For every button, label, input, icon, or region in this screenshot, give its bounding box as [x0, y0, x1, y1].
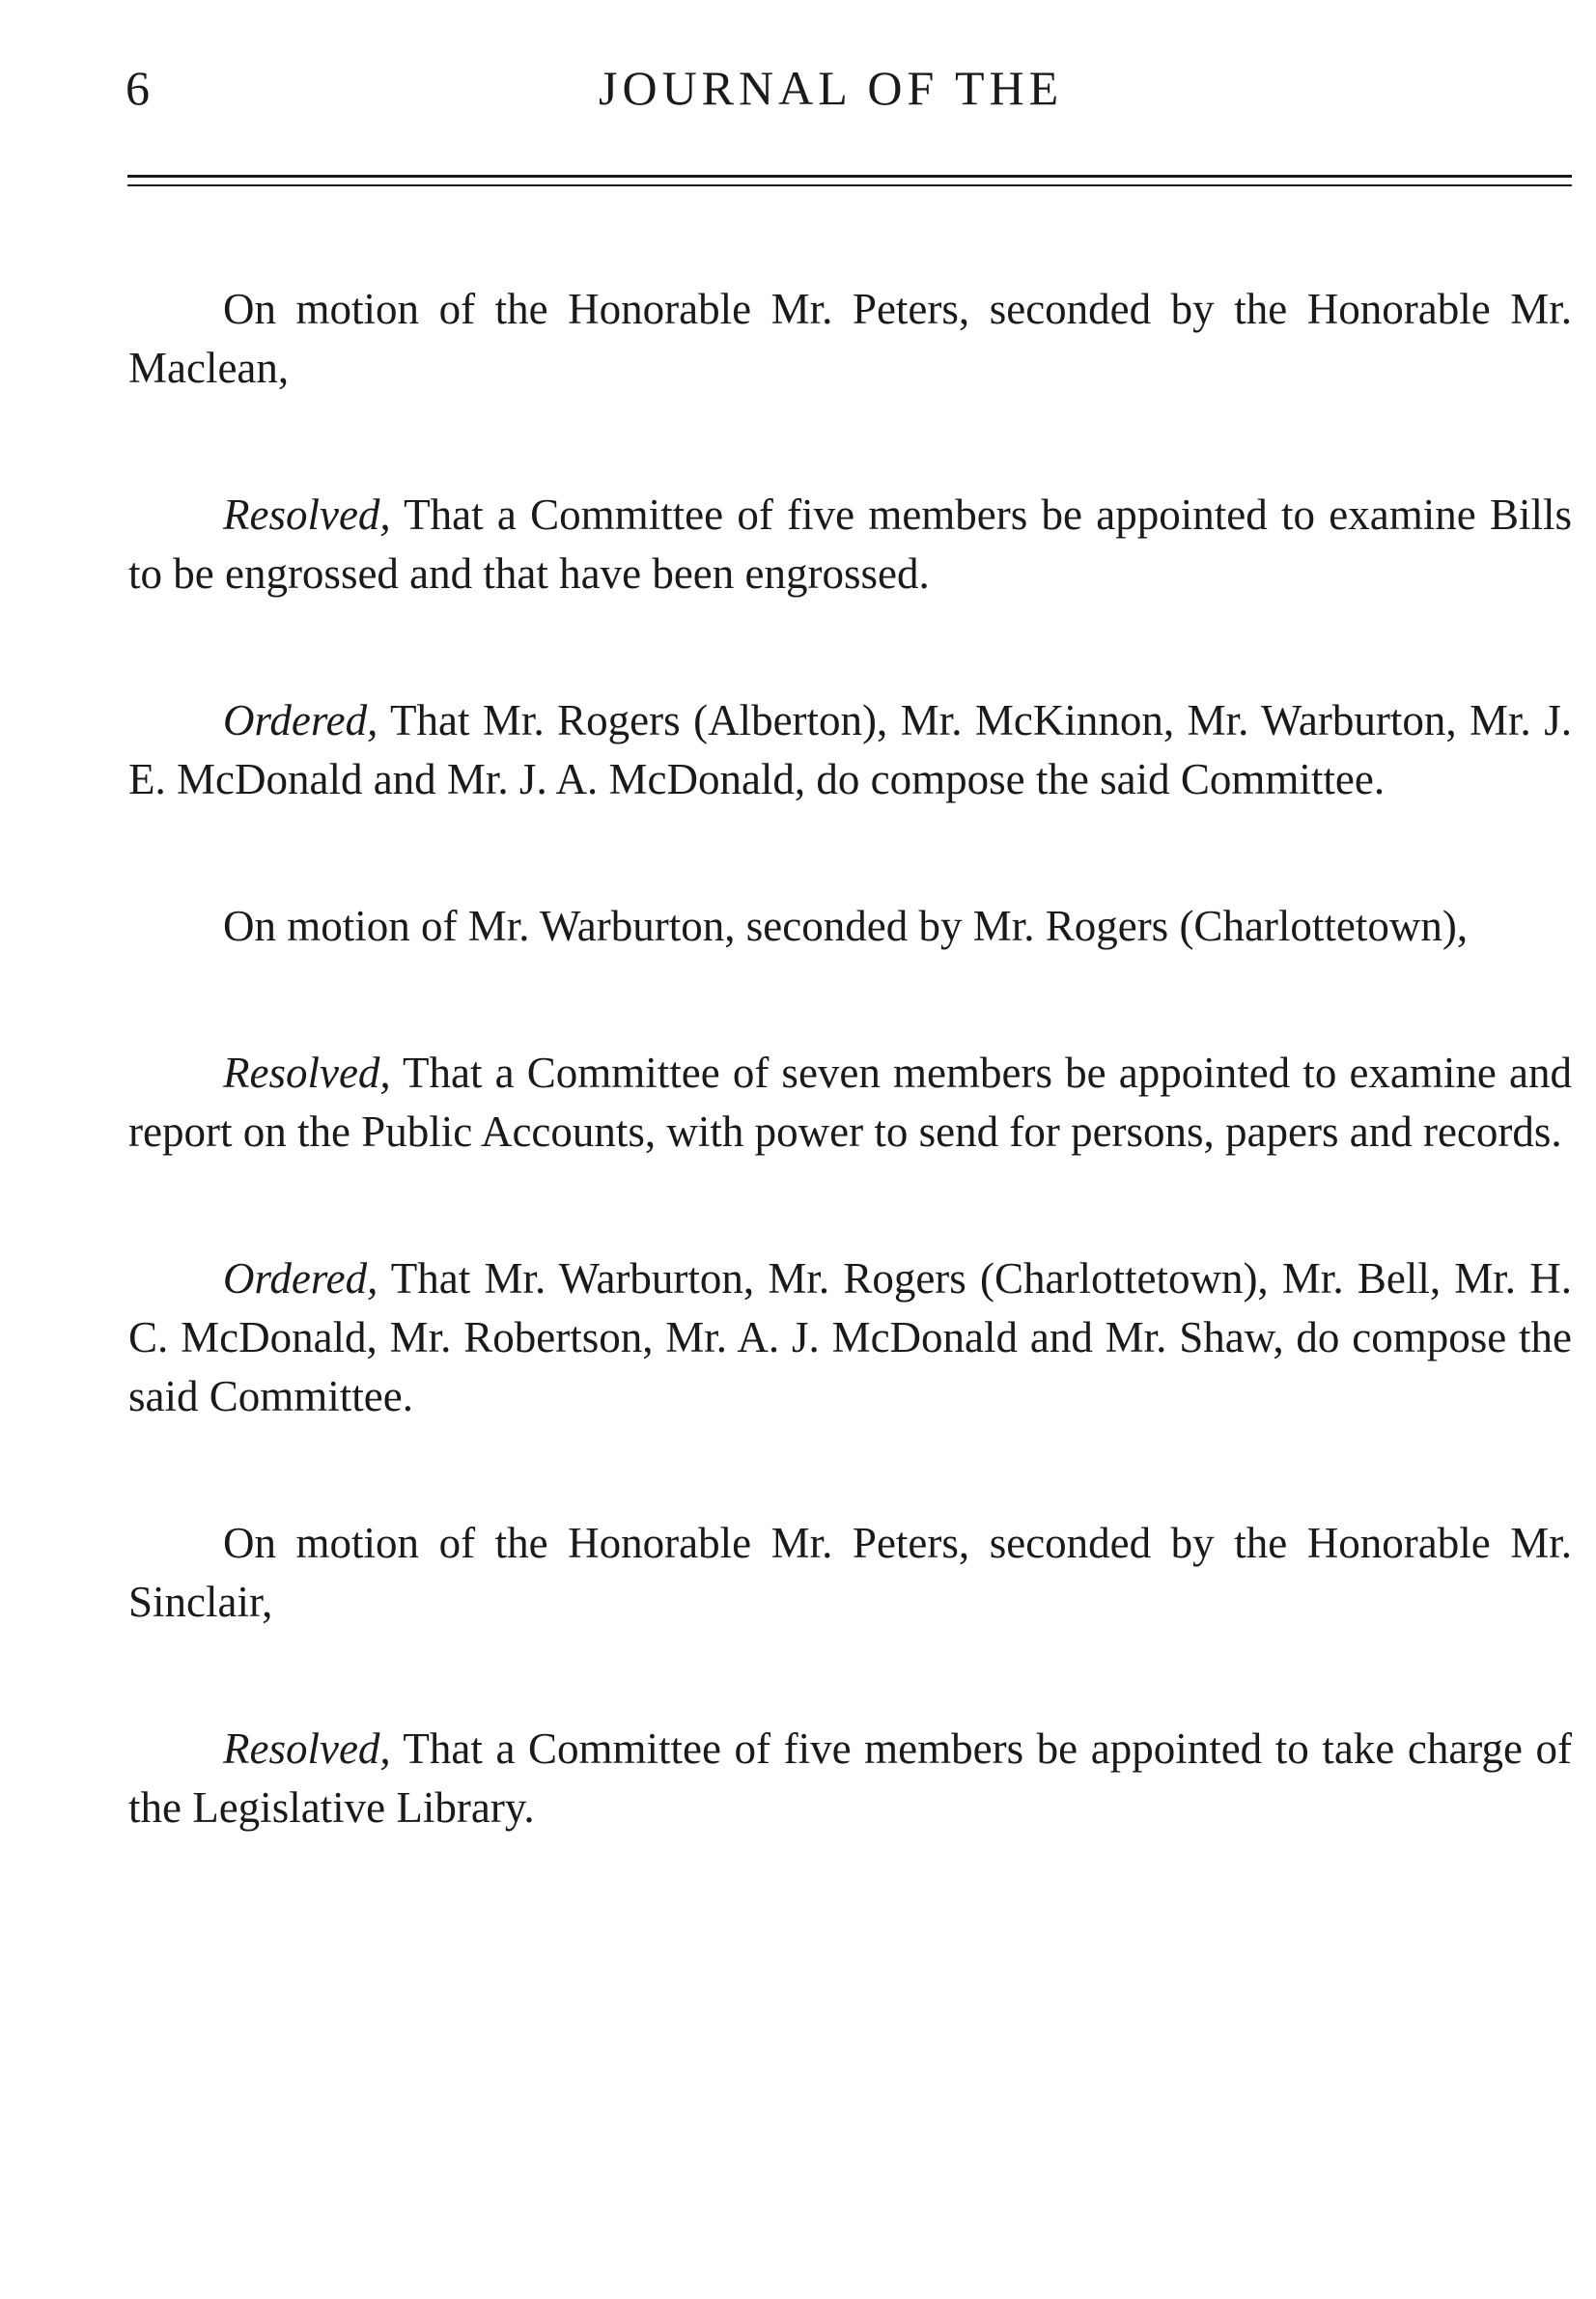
paragraph-text: That Mr. Warburton, Mr. Rogers (Charlottetown), Mr. Bell, Mr. H. C. McDonald, Mr. Robertson, Mr. A. J. McDonald and Mr. Shaw, do compose the said Committee. — [128, 1254, 1572, 1420]
order-paragraph — [128, 691, 1572, 809]
paragraph-text: That a Committee of seven members be appointed to examine and report on the Public Accounts, with power to send for persons, papers and records. — [128, 1049, 1572, 1156]
resolution-paragraph — [128, 1720, 1572, 1837]
resolution-paragraph — [128, 486, 1572, 603]
page-number: 6 — [126, 61, 151, 115]
paragraph-lead: Resolved, — [223, 1049, 391, 1097]
paragraph-text: That Mr. Rogers (Alberton), Mr. McKinnon, Mr. Warburton, Mr. J. E. McDonald and Mr. J. A. McDonald, do compose the said Committee. — [128, 696, 1572, 803]
paragraph-text: On motion of Mr. Warburton, seconded by Mr. Rogers (Charlottetown), — [223, 902, 1469, 950]
paragraph-text: That a Committee of five members be appointed to take charge of the Legislative Library. — [128, 1724, 1572, 1832]
motion-paragraph — [128, 897, 1572, 956]
paragraph-text: On motion of the Honorable Mr. Peters, seconded by the Honorable Mr. Sinclair, — [128, 1519, 1572, 1626]
paragraph-lead: Resolved, — [223, 1724, 391, 1773]
paragraph-text: On motion of the Honorable Mr. Peters, seconded by the Honorable Mr. Maclean, — [128, 285, 1572, 392]
motion-paragraph — [128, 1514, 1572, 1632]
header-rule — [127, 175, 1572, 186]
order-paragraph — [128, 1249, 1572, 1426]
resolution-paragraph — [128, 1044, 1572, 1162]
paragraph-lead: Ordered, — [223, 696, 378, 744]
paragraph-lead: Resolved, — [223, 491, 391, 539]
paragraph-text: That a Committee of five members be appointed to examine Bills to be engrossed and that have been engrossed. — [128, 491, 1572, 598]
motion-paragraph — [128, 280, 1572, 398]
page-body — [128, 280, 1572, 1837]
page-header — [126, 60, 1574, 127]
paragraph-lead: Ordered, — [223, 1254, 378, 1303]
running-head: JOURNAL OF THE — [599, 61, 1064, 115]
